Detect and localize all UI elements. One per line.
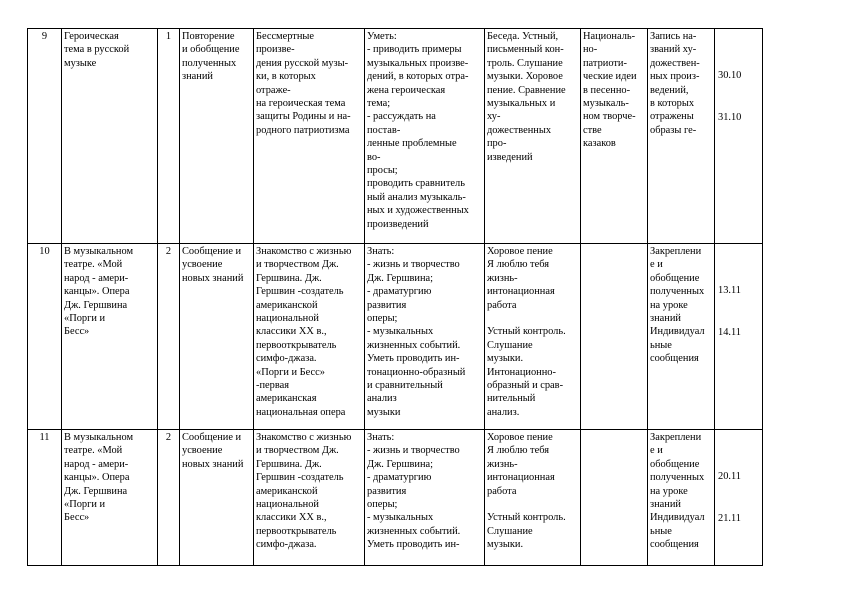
regional-component-cell	[581, 430, 648, 566]
table-row	[28, 430, 763, 566]
lesson-topic-cell: В музыкальном театре. «Мой народ - амери- канцы». Опера Дж. Гершвина «Порги и Бесс»	[62, 244, 158, 430]
date-actual: 21.11	[718, 513, 741, 525]
regional-component-cell	[581, 244, 648, 430]
lesson-number-cell: 10	[28, 244, 62, 430]
date-planned: 30.10	[718, 69, 742, 81]
date-planned: 13.11	[718, 284, 741, 296]
lesson-topic-cell: Героическая тема в русской музыке	[62, 29, 158, 244]
activity-cell: Хоровое пение Я люблю тебя жизнь- интонационная работа Устный контроль. Слушание музыки.	[485, 430, 581, 566]
activity-cell: Хоровое пение Я люблю тебя жизнь- интонационная работа Устный контроль. Слушание музыки. Интонационно- образный и срав- нительный анализ.	[485, 244, 581, 430]
lesson-number-cell: 11	[28, 430, 62, 566]
requirements-cell: Уметь: - приводить примеры музыкальных произве- дений, в которых отра- жена героическая тема; - рассуждать на постав- ленные проблемные во- просы; проводить сравнитель ный анализ музыкаль- ных и художественных произведений	[365, 29, 485, 244]
content-cell: Бессмертные произве- дения русской музы- ки, в которых отраже- на героическая тема защиты Родины и на- родного патриотизма	[254, 29, 365, 244]
regional-component-cell: Националь- но- патриоти- ческие идеи в песенно- музыкаль- ном творче- стве казаков	[581, 29, 648, 244]
dates-cell	[715, 29, 763, 244]
hours-cell: 2	[158, 430, 180, 566]
activity-cell: Беседа. Устный, письменный кон- троль. Слушание музыки. Хоровое пение. Сравнение музыкальных и ху- дожественных про- изведений	[485, 29, 581, 244]
content-cell: Знакомство с жизнью и творчеством Дж. Гершвина. Дж. Гершвин -создатель американской национальной классики XX в., первооткрыватель симфо-джаза. «Порги и Бесс» -первая американская национальная опера	[254, 244, 365, 430]
lesson-type-cell: Повторение и обобщение полученных знаний	[180, 29, 254, 244]
dates-cell	[715, 244, 763, 430]
lesson-plan-table	[27, 28, 763, 566]
homework-cell: Запись на- званий ху- дожествен- ных произ- ведений, в которых отражены образы ге-	[648, 29, 715, 244]
requirements-cell: Знать: - жизнь и творчество Дж. Гершвина; - драматургию развития оперы; - музыкальных жизненных событий. Уметь проводить ин-	[365, 430, 485, 566]
hours-cell: 1	[158, 29, 180, 244]
dates-cell	[715, 430, 763, 566]
lesson-number-cell: 9	[28, 29, 62, 244]
lesson-type-cell: Сообщение и усвоение новых знаний	[180, 430, 254, 566]
requirements-cell: Знать: - жизнь и творчество Дж. Гершвина; - драматургию развития оперы; - музыкальных жизненных событий. Уметь проводить ин- тонационно-образный и сравнительный анализ музыки	[365, 244, 485, 430]
homework-cell: Закреплени е и обобщение полученных на уроке знаний Индивидуал ьные сообщения	[648, 430, 715, 566]
hours-cell: 2	[158, 244, 180, 430]
homework-cell: Закреплени е и обобщение полученных на уроке знаний Индивидуал ьные сообщения	[648, 244, 715, 430]
table-row	[28, 29, 763, 244]
content-cell: Знакомство с жизнью и творчеством Дж. Гершвина. Дж. Гершвин -создатель американской национальной классики XX в., первооткрыватель симфо-джаза.	[254, 430, 365, 566]
date-planned: 20.11	[718, 470, 741, 482]
lesson-topic-cell: В музыкальном театре. «Мой народ - амери- канцы». Опера Дж. Гершвина «Порги и Бесс»	[62, 430, 158, 566]
lesson-type-cell: Сообщение и усвоение новых знаний	[180, 244, 254, 430]
date-actual: 31.10	[718, 112, 742, 124]
table-row	[28, 244, 763, 430]
date-actual: 14.11	[718, 327, 741, 339]
